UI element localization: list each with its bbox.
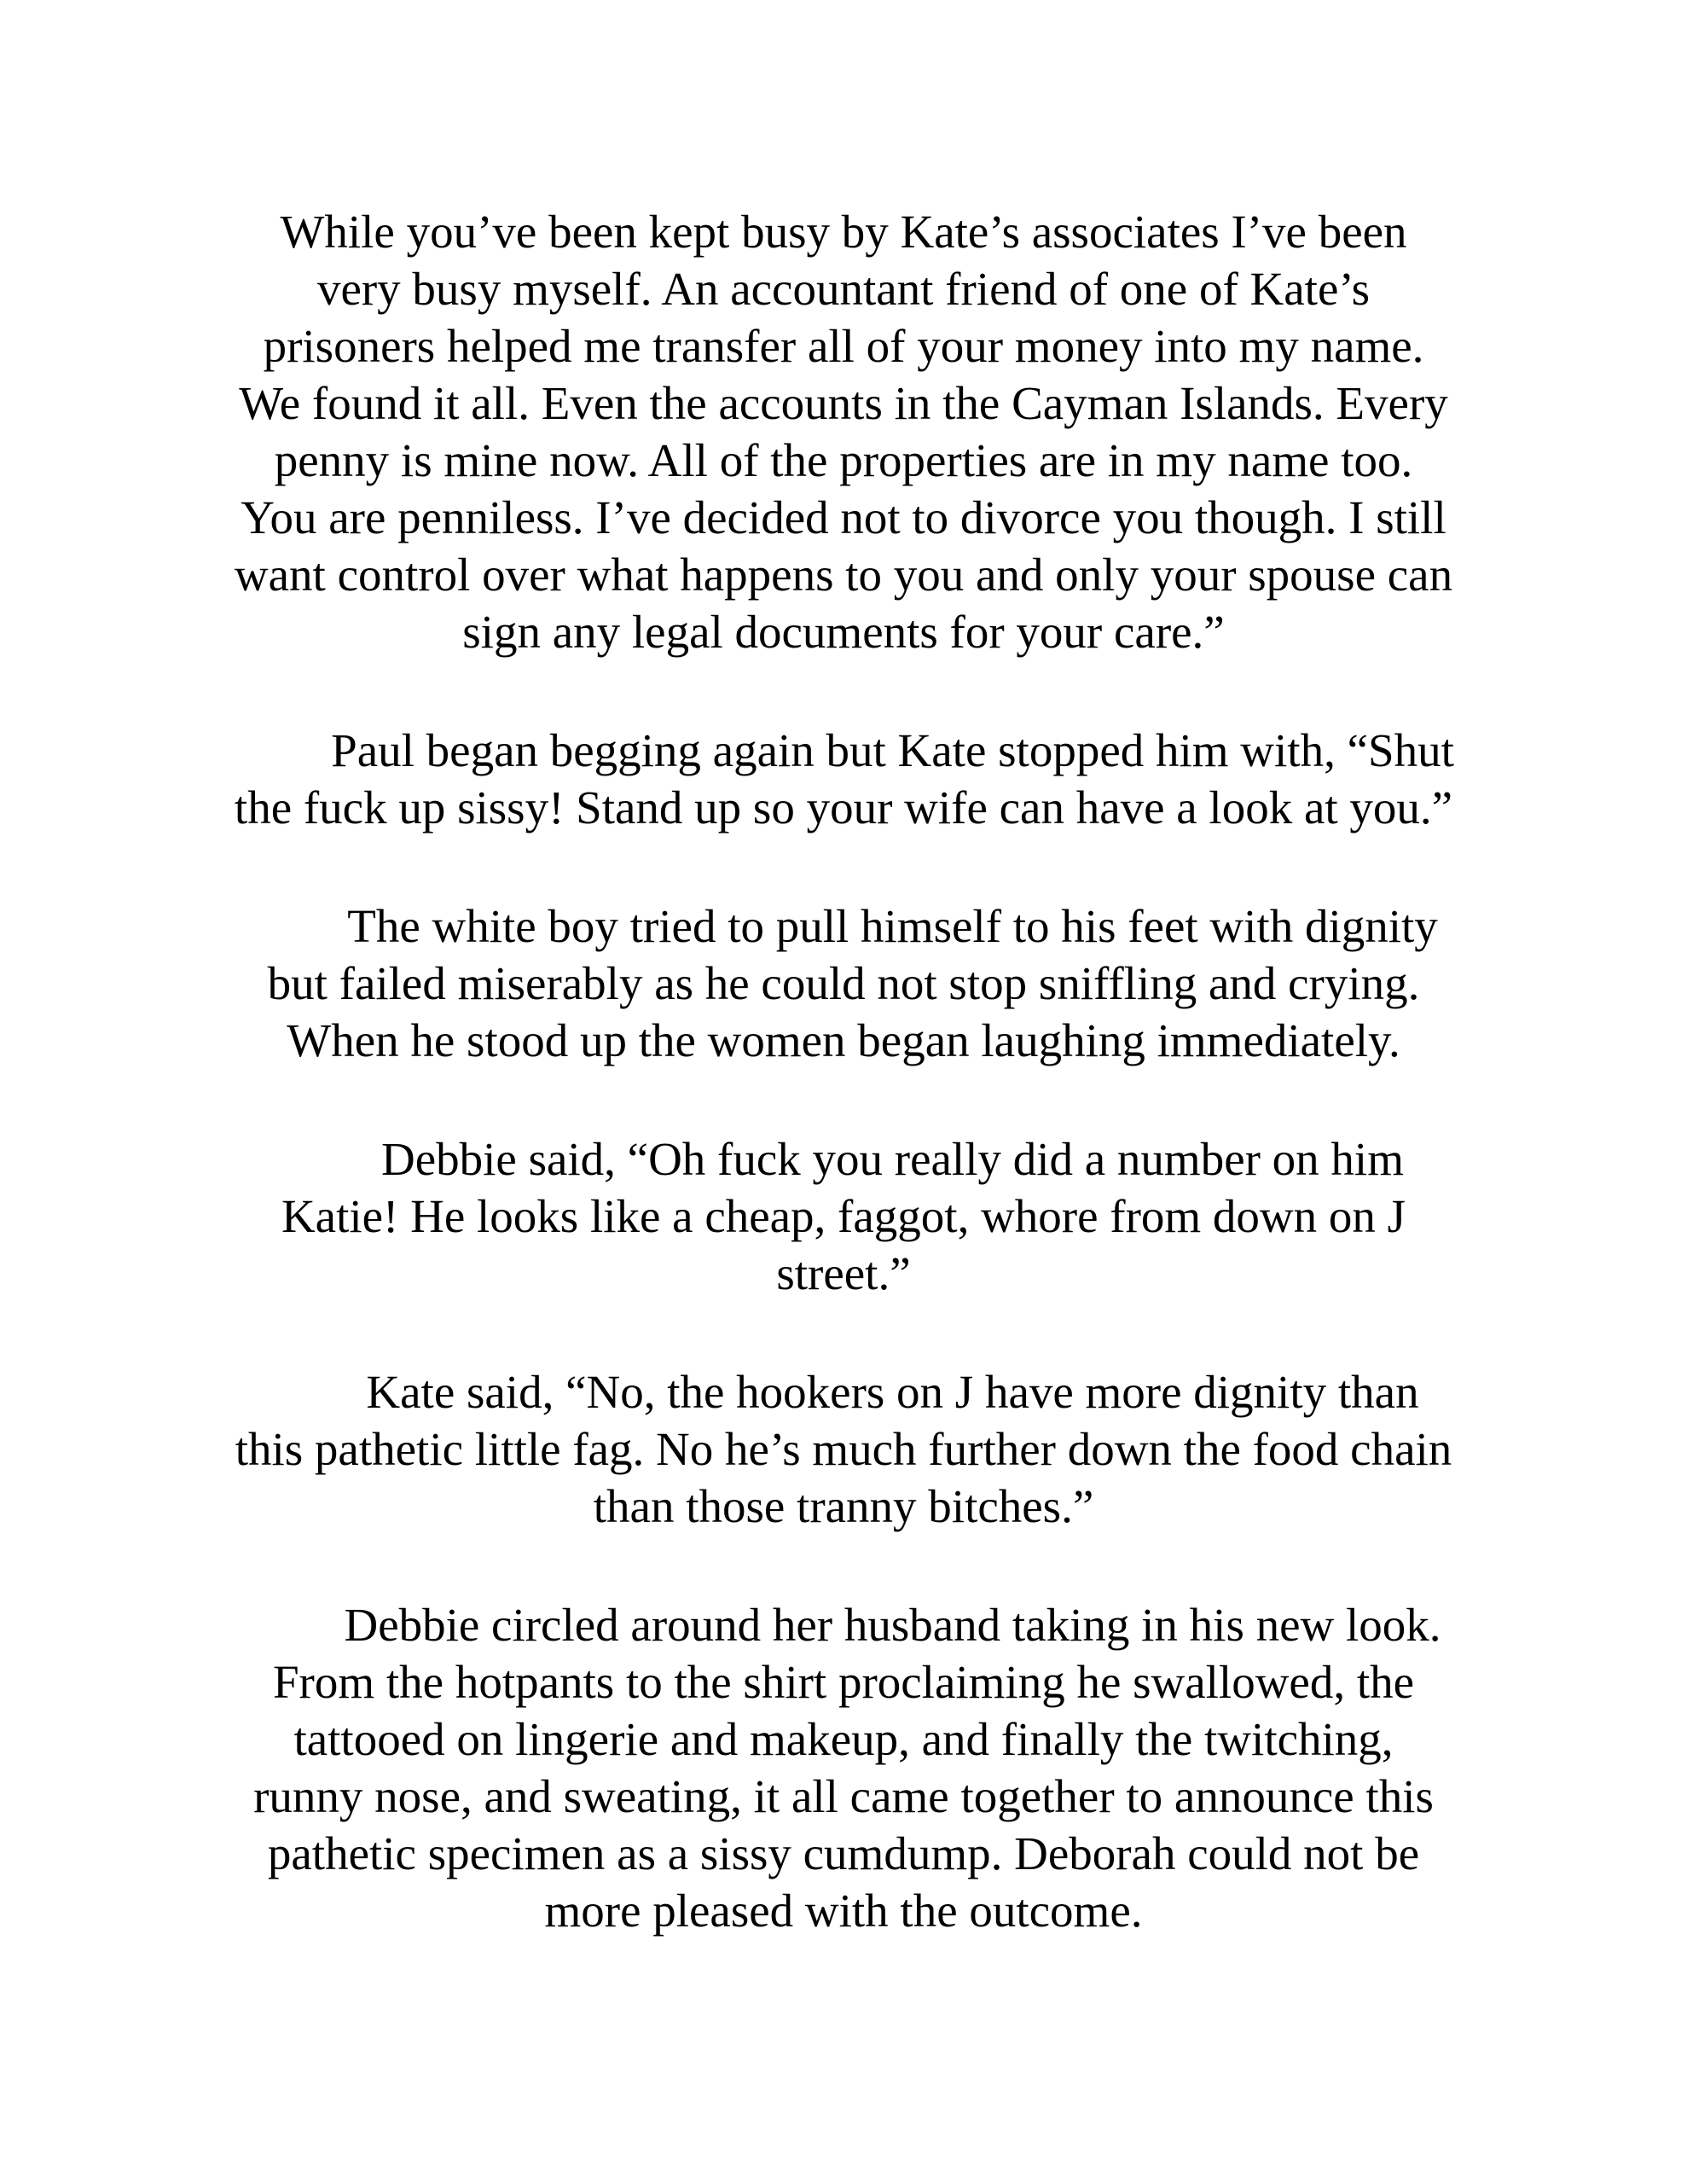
paragraph: [119, 897, 1568, 1069]
text-line: Debbie said, “Oh fuck you really did a number on him: [381, 1133, 1404, 1185]
text-line: tattooed on lingerie and makeup, and finally the twitching,: [293, 1713, 1394, 1765]
text-line: Debbie circled around her husband taking in his new look.: [344, 1599, 1441, 1651]
text-line: runny nose, and sweating, it all came together to announce this: [253, 1770, 1434, 1822]
text-line: Kate said, “No, the hookers on J have more dignity than: [366, 1366, 1419, 1418]
text-line: pathetic specimen as a sissy cumdump. Deborah could not be: [267, 1827, 1420, 1879]
text-line: When he stood up the women began laughing immediately.: [287, 1014, 1400, 1066]
paragraph: [119, 722, 1568, 836]
paragraph: [119, 1596, 1568, 1939]
text-line: Katie! He looks like a cheap, faggot, whore from down on J: [281, 1190, 1406, 1242]
text-line: street.”: [776, 1247, 911, 1299]
text-line: very busy myself. An accountant friend of one of Kate’s: [316, 263, 1371, 315]
text-line: We found it all. Even the accounts in the Cayman Islands. Every: [239, 377, 1448, 429]
paragraph: [119, 1363, 1568, 1535]
document-text-body: [119, 203, 1568, 1939]
paragraph: [119, 203, 1568, 660]
text-line: than those tranny bitches.”: [593, 1480, 1094, 1532]
text-line: but failed miserably as he could not stop sniffling and crying.: [267, 957, 1420, 1009]
text-line: this pathetic little fag. No he’s much further down the food chain: [235, 1423, 1452, 1475]
paragraph: [119, 1130, 1568, 1302]
text-line: The white boy tried to pull himself to his feet with dignity: [347, 900, 1438, 952]
text-line: want control over what happens to you and only your spouse can: [234, 549, 1453, 601]
text-line: Paul began begging again but Kate stopped him with, “Shut: [331, 724, 1454, 776]
text-line: penny is mine now. All of the properties are in my name too.: [274, 434, 1413, 486]
text-line: You are penniless. I’ve decided not to divorce you though. I still: [241, 491, 1446, 543]
text-line: prisoners helped me transfer all of your money into my name.: [263, 320, 1424, 372]
text-line: While you’ve been kept busy by Kate’s associates I’ve been: [280, 206, 1407, 258]
text-line: From the hotpants to the shirt proclaiming he swallowed, the: [272, 1656, 1415, 1708]
text-line: more pleased with the outcome.: [544, 1885, 1143, 1937]
text-line: sign any legal documents for your care.”: [462, 606, 1225, 658]
text-line: the fuck up sissy! Stand up so your wife can have a look at you.”: [234, 781, 1453, 834]
